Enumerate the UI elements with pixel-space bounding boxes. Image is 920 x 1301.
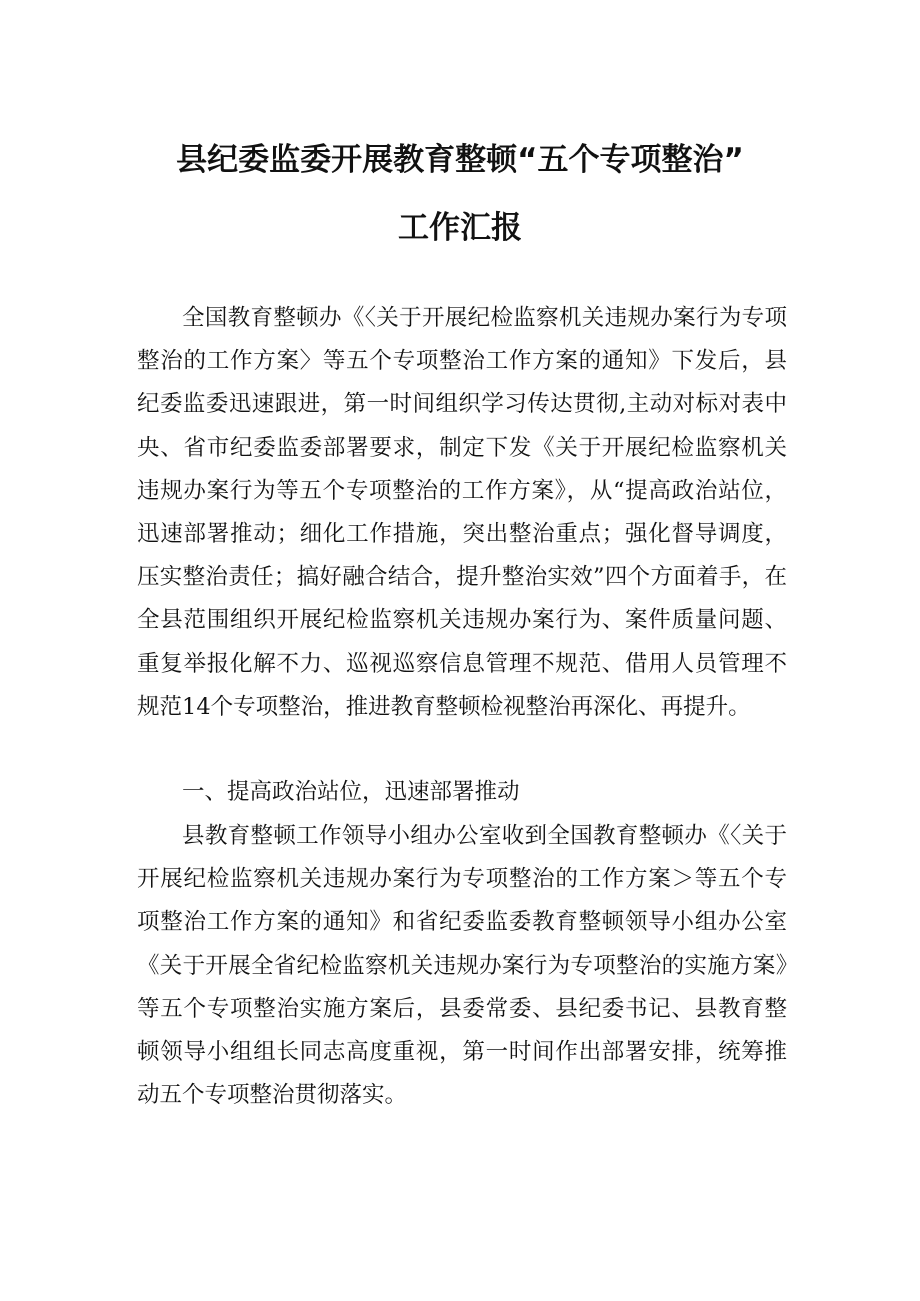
paragraph-intro: 全国教育整顿办《〈关于开展纪检监察机关违规办案行为专项整治的工作方案〉等五个专项整治工作方案的通知》下发后，县纪委监委迅速跟进，第一时间组织学习传达贯彻,主动对标对表中央、省市纪委监委部署要求，制定下发《关于开展纪检监察机关违规办案行为等五个专项整治的工作方案》，从“提高政治站位，迅速部署推动；细化工作措施，突出整治重点；强化督导调度，压实整治责任；搞好融合结合，提升整治实效”四个方面着手，在全县范围组织开展纪检监察机关违规办案行为、案件质量问题、重复举报化解不力、巡视巡察信息管理不规范、借用人员管理不规范14个专项整治，推进教育整顿检视整治再深化、再提升。: [137, 305, 787, 720]
document-title-line-1: 县纪委监委开展教育整顿“五个专项整治”: [176, 142, 744, 178]
section-1-paragraph-block: [137, 815, 787, 1117]
intro-paragraph-block: [137, 297, 787, 729]
paragraph-section-1: 县教育整顿工作领导小组办公室收到全国教育整顿办《〈关于开展纪检监察机关违规办案行为专项整治的工作方案＞等五个专项整治工作方案的通知》和省纪委监委教育整顿领导小组办公室《关于开展全省纪检监察机关违规办案行为专项整治的实施方案》等五个专项整治实施方案后，县委常委、县纪委书记、县教育整顿领导小组组长同志高度重视，第一时间作出部署安排，统筹推动五个专项整治贯彻落实。: [137, 823, 787, 1109]
section-heading-block: [137, 771, 787, 814]
document-title-line-2: 工作汇报: [398, 210, 522, 246]
section-heading-1: 一、提高政治站位，迅速部署推动: [182, 779, 520, 805]
